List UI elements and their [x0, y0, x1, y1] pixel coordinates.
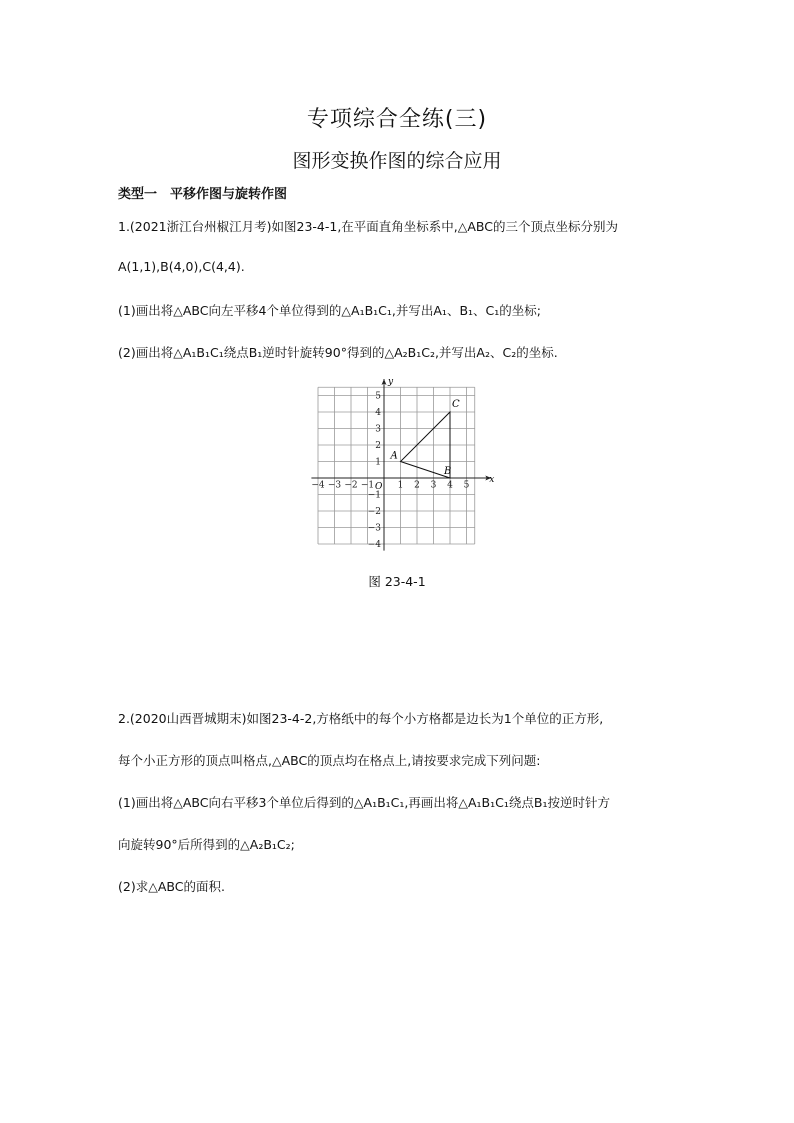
- x-tick-label: −2: [344, 480, 358, 491]
- y-tick-label: 5: [375, 391, 381, 402]
- x-tick-label: 2: [414, 480, 420, 491]
- coordinate-figure: [310, 376, 495, 552]
- x-tick-label: −1: [360, 480, 375, 491]
- coordinate-grid-svg: [310, 376, 495, 550]
- y-tick-label: −4: [367, 540, 381, 550]
- x-tick-label: 1: [397, 480, 404, 491]
- y-tick-label: 4: [375, 408, 381, 418]
- x-tick-label: 4: [447, 480, 453, 491]
- x-axis-label: x: [489, 475, 495, 485]
- y-tick-label: −3: [367, 523, 381, 534]
- x-tick-label: −3: [327, 480, 342, 491]
- y-tick-label: −2: [367, 507, 381, 517]
- q2-line-1: 2.(2020山西晋城期末)如图23-4-2,方格纸中的每个小方格都是边长为1个单位的正方形,: [118, 711, 604, 726]
- q1-line-2: A(1,1),B(4,0),C(4,4).: [118, 259, 245, 274]
- q1-line-3: (1)画出将△ABC向左平移4个单位得到的△A₁B₁C₁,并写出A₁、B₁、C₁的坐标;: [118, 303, 541, 318]
- q2-line-4: 向旋转90°后所得到的△A₂B₁C₂;: [118, 837, 295, 852]
- page-title: 专项综合全练(三): [306, 107, 488, 132]
- origin-label: O: [375, 482, 383, 492]
- y-tick-label: 2: [375, 441, 381, 451]
- section-heading: 类型一 平移作图与旋转作图: [118, 187, 288, 202]
- point-label-c: C: [452, 399, 460, 410]
- q2-line-3: (1)画出将△ABC向右平移3个单位后得到的△A₁B₁C₁,再画出将△A₁B₁C₁绕点B₁按逆时针方: [118, 795, 610, 810]
- x-tick-label: 5: [463, 480, 470, 491]
- point-label-b: B: [444, 466, 452, 477]
- y-tick-label: 1: [375, 457, 381, 468]
- q2-line-5: (2)求△ABC的面积.: [118, 879, 225, 894]
- q1-line-1: 1.(2021浙江台州椒江月考)如图23-4-1,在平面直角坐标系中,△ABC的三个顶点坐标分别为: [118, 219, 619, 234]
- page-subtitle: 图形变换作图的综合应用: [292, 150, 502, 172]
- x-tick-label: 3: [430, 480, 437, 491]
- y-tick-label: 3: [375, 424, 381, 435]
- q1-line-4: (2)画出将△A₁B₁C₁绕点B₁逆时针旋转90°得到的△A₂B₁C₂,并写出A₂、C₂的坐标.: [118, 345, 558, 360]
- y-axis-label: y: [388, 377, 394, 387]
- figure-caption: 图 23-4-1: [368, 574, 426, 589]
- x-tick-label: −4: [311, 480, 325, 491]
- y-tick-label: −1: [367, 490, 381, 501]
- q2-line-2: 每个小正方形的顶点叫格点,△ABC的顶点均在格点上,请按要求完成下列问题:: [118, 753, 541, 768]
- point-label-a: A: [390, 450, 398, 462]
